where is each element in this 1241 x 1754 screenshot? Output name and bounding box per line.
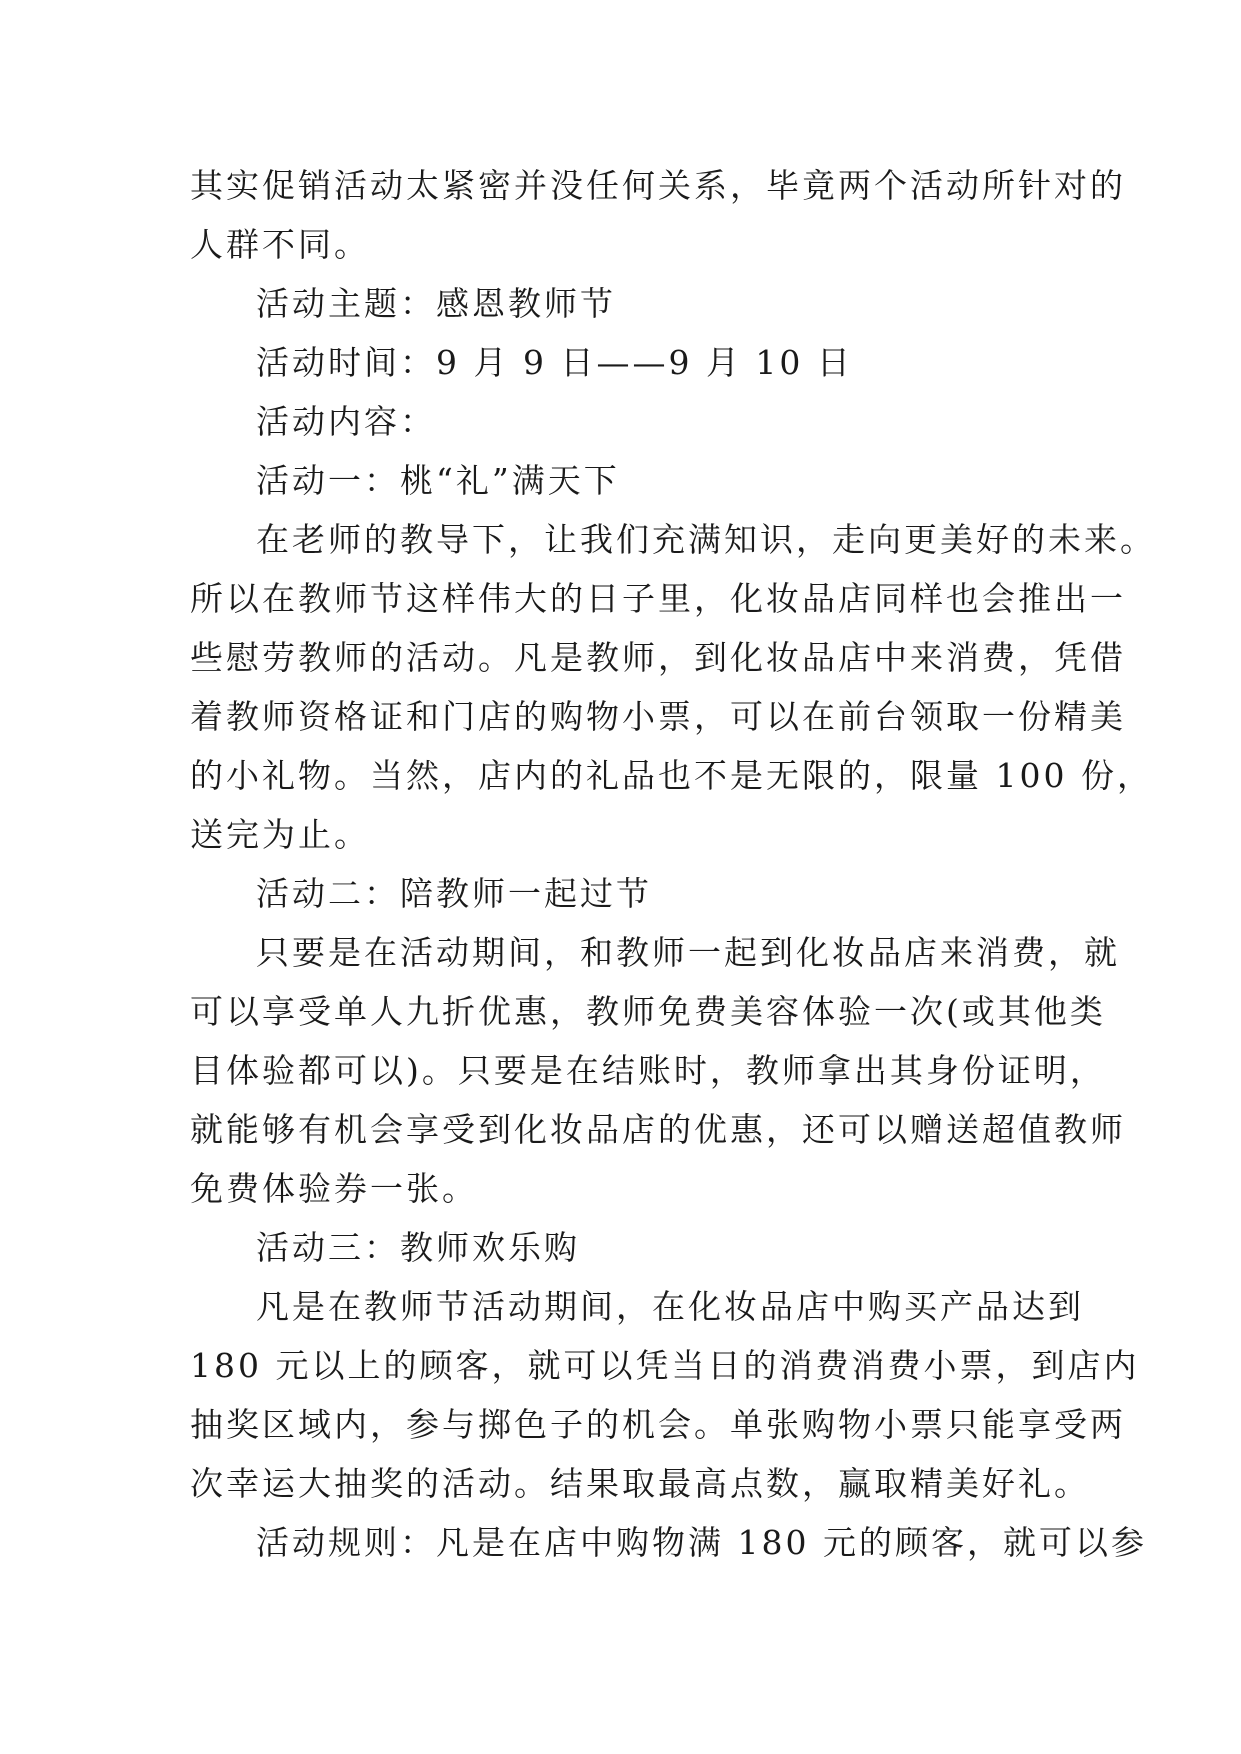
text-line: 次幸运大抽奖的活动。结果取最高点数，赢取精美好礼。 [190,1464,1090,1503]
text-line: 所以在教师节这样伟大的日子里，化妆品店同样也会推出一 [190,579,1126,618]
activity-theme-line: 活动主题：感恩教师节 [256,284,616,323]
text-line: 只要是在活动期间，和教师一起到化妆品店来消费，就 [256,933,1120,972]
text-line: 180 元以上的顾客，就可以凭当日的消费消费小票，到店内 [190,1346,1140,1385]
activity-one-heading: 活动一：桃“礼”满天下 [256,461,620,500]
text-line: 凡是在教师节活动期间，在化妆品店中购买产品达到 [256,1287,1084,1326]
text-line: 在老师的教导下，让我们充满知识，走向更美好的未来。 [256,520,1156,559]
activity-three-heading: 活动三：教师欢乐购 [256,1228,580,1267]
text-line: 送完为止。 [190,815,370,854]
text-line: 就能够有机会享受到化妆品店的优惠，还可以赠送超值教师 [190,1110,1126,1149]
text-line: 的小礼物。当然，店内的礼品也不是无限的，限量 100 份， [190,756,1153,795]
activity-content-heading: 活动内容： [256,402,436,441]
text-line: 其实促销活动太紧密并没任何关系，毕竟两个活动所针对的 [190,166,1126,205]
activity-two-heading: 活动二：陪教师一起过节 [256,874,652,913]
text-line: 抽奖区域内，参与掷色子的机会。单张购物小票只能享受两 [190,1405,1126,1444]
text-line: 着教师资格证和门店的购物小票，可以在前台领取一份精美 [190,697,1126,736]
text-line: 人群不同。 [190,225,370,264]
activity-rules-line: 活动规则：凡是在店中购物满 180 元的顾客，就可以参 [256,1523,1147,1562]
text-line: 目体验都可以)。只要是在结账时，教师拿出其身份证明， [190,1051,1106,1090]
text-line: 可以享受单人九折优惠，教师免费美容体验一次(或其他类 [190,992,1106,1031]
text-line: 些慰劳教师的活动。凡是教师，到化妆品店中来消费，凭借 [190,638,1126,677]
text-line: 免费体验券一张。 [190,1169,478,1208]
activity-time-line: 活动时间：9 月 9 日——9 月 10 日 [256,343,853,382]
document-body [190,156,1156,1572]
